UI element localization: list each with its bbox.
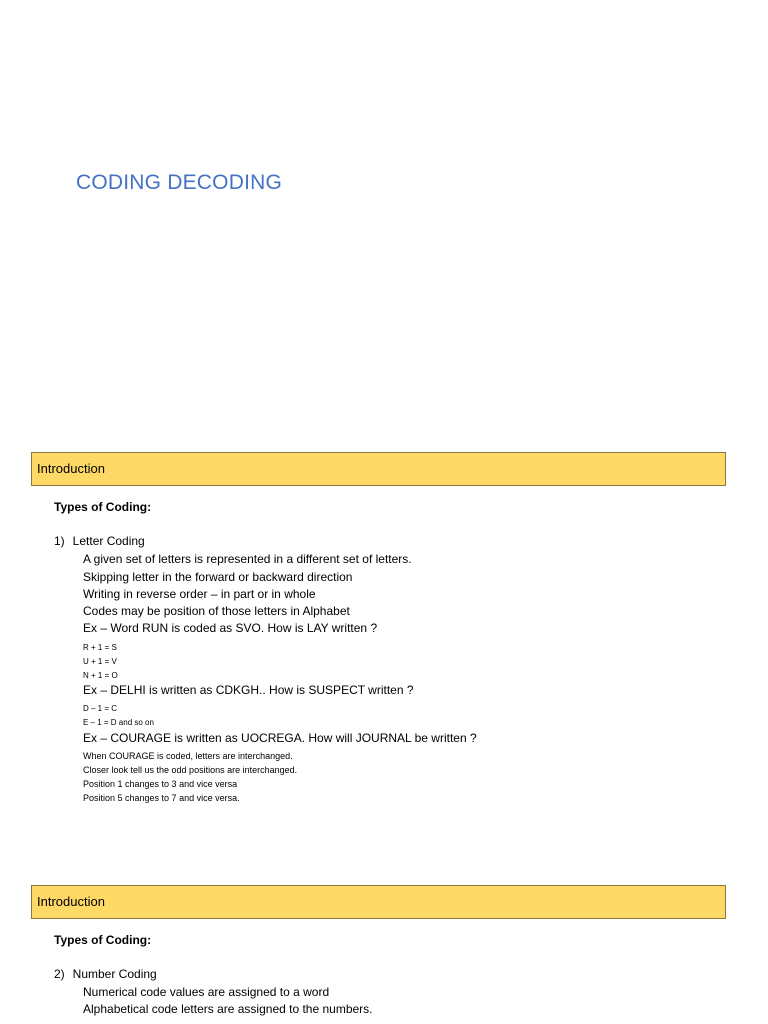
body-line: Ex – COURAGE is written as UOCREGA. How will JOURNAL be written ? (83, 731, 477, 745)
section-header-bar (31, 885, 726, 919)
types-heading: Types of Coding: (54, 500, 152, 514)
section-header-bar (31, 452, 726, 486)
body-line: Writing in reverse order – in part or in whole (83, 587, 316, 601)
item-number: 2) (54, 967, 65, 981)
document-title: CODING DECODING (76, 171, 283, 194)
example-step: R + 1 = S (83, 643, 117, 652)
example-step: N + 1 = O (83, 671, 118, 680)
body-line: Ex – Word RUN is coded as SVO. How is LAY written ? (83, 621, 378, 635)
body-line: Numerical code values are assigned to a word (83, 985, 330, 999)
numbered-item (54, 534, 145, 548)
body-line: Skipping letter in the forward or backward direction (83, 570, 353, 584)
item-label: Number Coding (72, 967, 157, 981)
example-note: When COURAGE is coded, letters are interchanged. (83, 751, 293, 761)
example-note: Position 5 changes to 7 and vice versa. (83, 793, 240, 803)
item-number: 1) (54, 534, 65, 548)
example-note: Position 1 changes to 3 and vice versa (83, 779, 238, 789)
numbered-item (54, 967, 157, 981)
item-label: Letter Coding (72, 534, 145, 548)
section-header-label: Introduction (37, 894, 105, 909)
example-step: D – 1 = C (83, 704, 118, 713)
example-note: Closer look tell us the odd positions are interchanged. (83, 765, 298, 775)
body-line: Alphabetical code letters are assigned to the numbers. (83, 1002, 373, 1016)
types-heading: Types of Coding: (54, 933, 152, 947)
example-step: E – 1 = D and so on (83, 718, 154, 727)
example-step: U + 1 = V (83, 657, 117, 666)
body-line: Ex – DELHI is written as CDKGH.. How is SUSPECT written ? (83, 683, 414, 697)
body-line: Codes may be position of those letters in Alphabet (83, 604, 350, 618)
section-header-label: Introduction (37, 461, 105, 476)
body-line: A given set of letters is represented in a different set of letters. (83, 552, 412, 566)
